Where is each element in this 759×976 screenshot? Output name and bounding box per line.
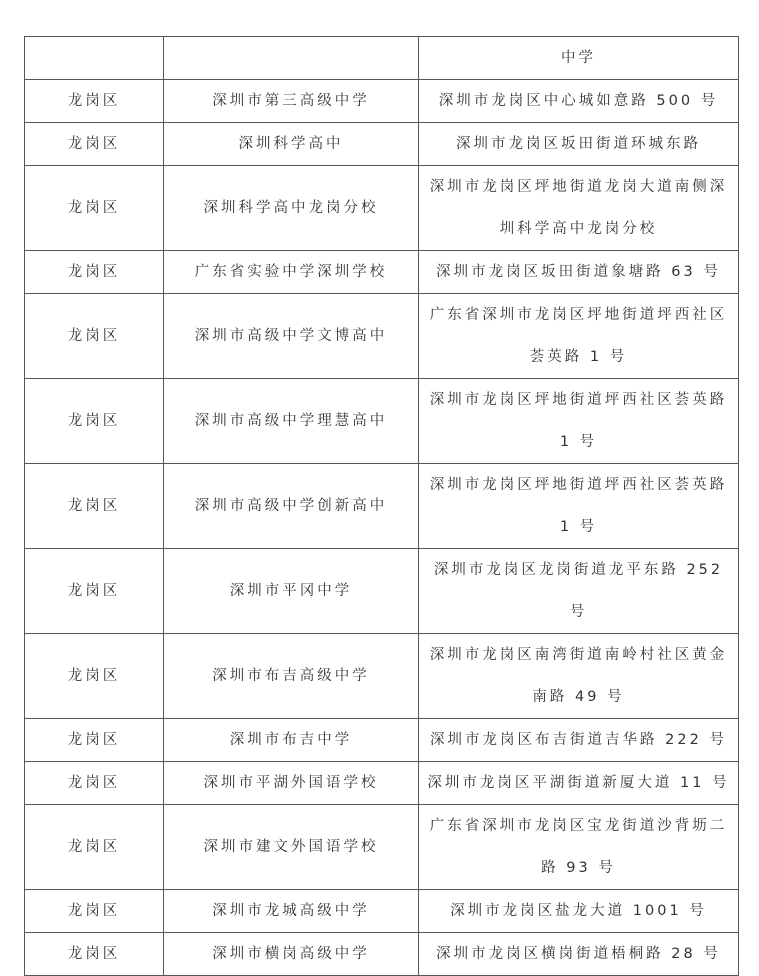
district-cell: 龙岗区 [25,123,164,166]
table-row [25,890,739,933]
school-cell: 广东省实验中学深圳学校 [164,251,419,294]
school-table [24,36,739,976]
school-cell: 深圳科学高中 [164,123,419,166]
address-cell: 深圳市龙岗区盐龙大道 1001 号 [419,890,739,933]
address-cell: 深圳市龙岗区坂田街道环城东路 [419,123,739,166]
school-cell [164,37,419,80]
table-row [25,123,739,166]
table-row [25,80,739,123]
school-cell: 深圳市龙城高级中学 [164,890,419,933]
address-cell: 深圳市龙岗区坪地街道坪西社区荟英路 1 号 [419,464,739,549]
school-cell: 深圳科学高中龙岗分校 [164,166,419,251]
table-row [25,379,739,464]
district-cell: 龙岗区 [25,80,164,123]
address-cell: 中学 [419,37,739,80]
table-row [25,805,739,890]
school-cell: 深圳市高级中学理慧高中 [164,379,419,464]
school-cell: 深圳市高级中学创新高中 [164,464,419,549]
address-cell: 深圳市龙岗区平湖街道新厦大道 11 号 [419,762,739,805]
table-row [25,251,739,294]
school-cell: 深圳市平冈中学 [164,549,419,634]
school-cell: 深圳市布吉高级中学 [164,634,419,719]
table-row [25,294,739,379]
district-cell: 龙岗区 [25,251,164,294]
district-cell: 龙岗区 [25,379,164,464]
district-cell: 龙岗区 [25,294,164,379]
school-cell: 深圳市高级中学文博高中 [164,294,419,379]
table-row [25,464,739,549]
school-cell: 深圳市横岗高级中学 [164,933,419,976]
school-cell: 深圳市平湖外国语学校 [164,762,419,805]
table-row [25,762,739,805]
district-cell: 龙岗区 [25,634,164,719]
school-cell: 深圳市布吉中学 [164,719,419,762]
district-cell [25,37,164,80]
district-cell: 龙岗区 [25,805,164,890]
district-cell: 龙岗区 [25,464,164,549]
address-cell: 深圳市龙岗区布吉街道吉华路 222 号 [419,719,739,762]
address-cell: 广东省深圳市龙岗区坪地街道坪西社区荟英路 1 号 [419,294,739,379]
address-cell: 深圳市龙岗区坂田街道象塘路 63 号 [419,251,739,294]
district-cell: 龙岗区 [25,549,164,634]
address-cell: 深圳市龙岗区坪地街道坪西社区荟英路 1 号 [419,379,739,464]
address-cell: 深圳市龙岗区横岗街道梧桐路 28 号 [419,933,739,976]
table-row [25,166,739,251]
address-cell: 深圳市龙岗区龙岗街道龙平东路 252 号 [419,549,739,634]
table-row [25,719,739,762]
table-row [25,37,739,80]
district-cell: 龙岗区 [25,762,164,805]
table-row [25,933,739,976]
district-cell: 龙岗区 [25,166,164,251]
address-cell: 深圳市龙岗区中心城如意路 500 号 [419,80,739,123]
address-cell: 深圳市龙岗区坪地街道龙岗大道南侧深圳科学高中龙岗分校 [419,166,739,251]
address-cell: 深圳市龙岗区南湾街道南岭村社区黄金南路 49 号 [419,634,739,719]
district-cell: 龙岗区 [25,719,164,762]
district-cell: 龙岗区 [25,933,164,976]
school-cell: 深圳市第三高级中学 [164,80,419,123]
school-cell: 深圳市建文外国语学校 [164,805,419,890]
address-cell: 广东省深圳市龙岗区宝龙街道沙背坜二路 93 号 [419,805,739,890]
table-row [25,634,739,719]
district-cell: 龙岗区 [25,890,164,933]
table-row [25,549,739,634]
